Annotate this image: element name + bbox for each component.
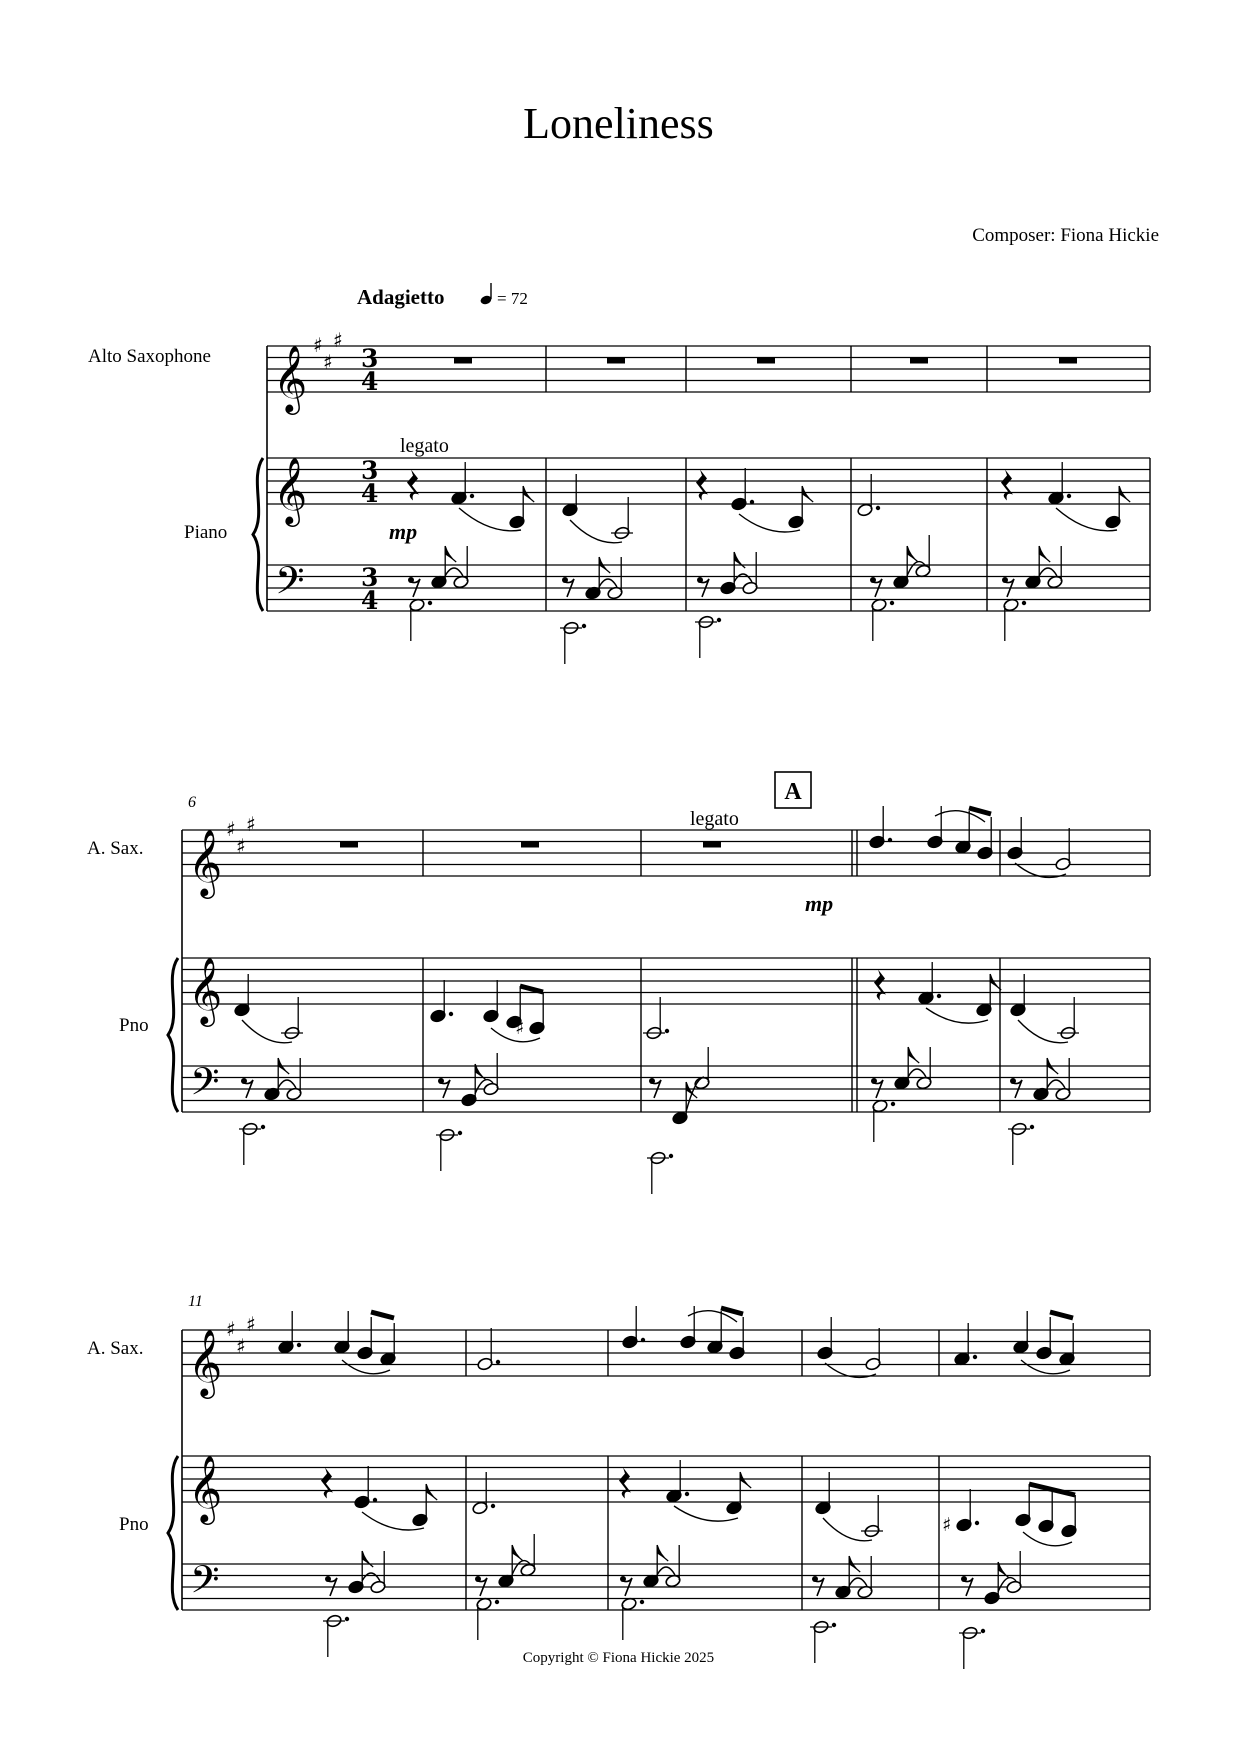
note-dot (891, 1102, 895, 1106)
time-signature: 3 (361, 563, 379, 592)
note-dot (665, 1029, 669, 1033)
whole-rest (910, 358, 928, 364)
note-flag (523, 486, 534, 502)
piano-brace (168, 958, 178, 1112)
note-dot (297, 1343, 301, 1347)
beam (371, 1312, 394, 1318)
note-dot (449, 1012, 453, 1016)
slur (278, 1080, 296, 1088)
note-dot (937, 994, 941, 998)
note-flag (426, 1484, 437, 1500)
note-dot (981, 1629, 985, 1633)
note-dot (1067, 494, 1071, 498)
score-title: Loneliness (523, 99, 714, 148)
instrument-label-sax-short: A. Sax. (87, 838, 144, 859)
slur (849, 1578, 867, 1586)
note-dot (669, 1154, 673, 1158)
note-flag (740, 1472, 751, 1488)
slur (570, 520, 622, 543)
time-signature: 4 (361, 367, 379, 396)
note-flag (907, 546, 918, 562)
time-signature: 3 (361, 344, 379, 373)
quarter-rest (874, 970, 886, 1001)
key-signature-sharp: ♯ (246, 812, 256, 836)
piano-brace (168, 1456, 178, 1610)
quarter-rest (696, 470, 708, 501)
quarter-note-icon (479, 283, 492, 306)
whole-rest (607, 358, 625, 364)
note-dot (428, 601, 432, 605)
slur (1018, 1020, 1068, 1043)
slur (1039, 568, 1057, 576)
note-dot (641, 1338, 645, 1342)
quarter-rest (321, 1468, 333, 1499)
slur (599, 579, 617, 587)
composer-credit: Composer: Fiona Hickie (972, 225, 1159, 246)
key-signature-sharp: ♯ (236, 1334, 246, 1358)
note-dot (685, 1492, 689, 1496)
piano-brace (253, 458, 263, 611)
note-dot (890, 601, 894, 605)
note-dot (876, 506, 880, 510)
slur (1047, 1080, 1065, 1088)
whole-rest (521, 842, 539, 848)
beam (1050, 1312, 1073, 1318)
expression-legato: legato (400, 435, 449, 457)
key-signature-sharp: ♯ (226, 1317, 236, 1341)
whole-rest (757, 358, 775, 364)
slur (908, 1069, 926, 1077)
whole-rest (1059, 358, 1077, 364)
note-dot (470, 494, 474, 498)
note-dot (888, 838, 892, 842)
note-dot (717, 618, 721, 622)
note-flag (512, 1545, 523, 1561)
key-signature-sharp: ♯ (333, 328, 343, 352)
note-dot (345, 1617, 349, 1621)
copyright-notice: Copyright © Fiona Hickie 2025 (522, 1650, 715, 1666)
time-signature: 4 (361, 479, 379, 508)
time-signature: 4 (361, 586, 379, 615)
note-dot (458, 1131, 462, 1135)
slur (657, 1567, 675, 1575)
bass-clef-icon: 𝄢 (190, 1059, 220, 1113)
slur (362, 1573, 380, 1581)
treble-clef-icon: 𝄞 (188, 1454, 223, 1522)
beam (520, 986, 543, 992)
note-dot (491, 1504, 495, 1508)
treble-clef-icon: 𝄞 (273, 456, 308, 524)
quarter-rest (407, 470, 419, 501)
slur (242, 1020, 292, 1043)
treble-clef-icon: 𝄞 (188, 1328, 223, 1396)
instrument-label-piano-short: Pno (119, 1514, 149, 1535)
time-signature: 3 (361, 456, 379, 485)
key-signature-sharp: ♯ (236, 834, 246, 858)
tempo-bpm: = 72 (497, 289, 528, 308)
whole-rest (703, 842, 721, 848)
note-flag (1039, 546, 1050, 562)
note-dot (261, 1125, 265, 1129)
bass-clef-icon: 𝄢 (190, 1557, 220, 1611)
instrument-label-sax: Alto Saxophone (88, 346, 211, 367)
note-dot (373, 1498, 377, 1502)
key-signature-sharp: ♯ (246, 1312, 256, 1336)
instrument-label-piano: Piano (184, 522, 228, 543)
quarter-rest (1001, 470, 1013, 501)
measure-number: 6 (188, 794, 196, 811)
note-dot (973, 1355, 977, 1359)
note-dot (640, 1600, 644, 1604)
note-dot (495, 1600, 499, 1604)
rehearsal-mark: A (784, 779, 802, 805)
beam (721, 1308, 743, 1314)
note-flag (1119, 486, 1130, 502)
measure-number: 11 (188, 1293, 203, 1310)
note-flag (445, 546, 456, 562)
expression-legato: legato (690, 808, 739, 830)
treble-clef-icon: 𝄞 (188, 828, 223, 896)
slur (823, 1518, 872, 1541)
instrument-label-sax-short: A. Sax. (87, 1338, 144, 1359)
beam (969, 808, 991, 814)
key-signature-sharp: ♯ (226, 817, 236, 841)
note-flag (908, 1047, 919, 1063)
bass-clef-icon: 𝄢 (275, 558, 305, 612)
note-dot (832, 1623, 836, 1627)
quarter-rest (619, 1468, 631, 1499)
whole-rest (340, 842, 358, 848)
dynamic-mp: mp (805, 891, 834, 916)
note-dot (582, 624, 586, 628)
note-dot (1022, 601, 1026, 605)
key-signature-sharp: ♯ (313, 333, 323, 357)
key-signature-sharp: ♯ (323, 350, 333, 374)
note-dot (1030, 1125, 1034, 1129)
notation-layer (168, 328, 1150, 1669)
treble-clef-icon: 𝄞 (273, 344, 308, 412)
sharp-accidental: ♯ (942, 1514, 952, 1536)
sharp-accidental: ♯ (515, 1017, 525, 1039)
note-flag (802, 486, 813, 502)
treble-clef-icon: 𝄞 (188, 956, 223, 1024)
whole-rest (454, 358, 472, 364)
note-dot (975, 1521, 979, 1525)
note-flag (657, 1545, 668, 1561)
slur (734, 574, 752, 582)
dynamic-mp: mp (389, 519, 418, 544)
tempo-marking: Adagietto (357, 285, 445, 309)
note-dot (750, 500, 754, 504)
note-dot (496, 1360, 500, 1364)
instrument-label-piano-short: Pno (119, 1015, 149, 1036)
slur (445, 568, 463, 576)
